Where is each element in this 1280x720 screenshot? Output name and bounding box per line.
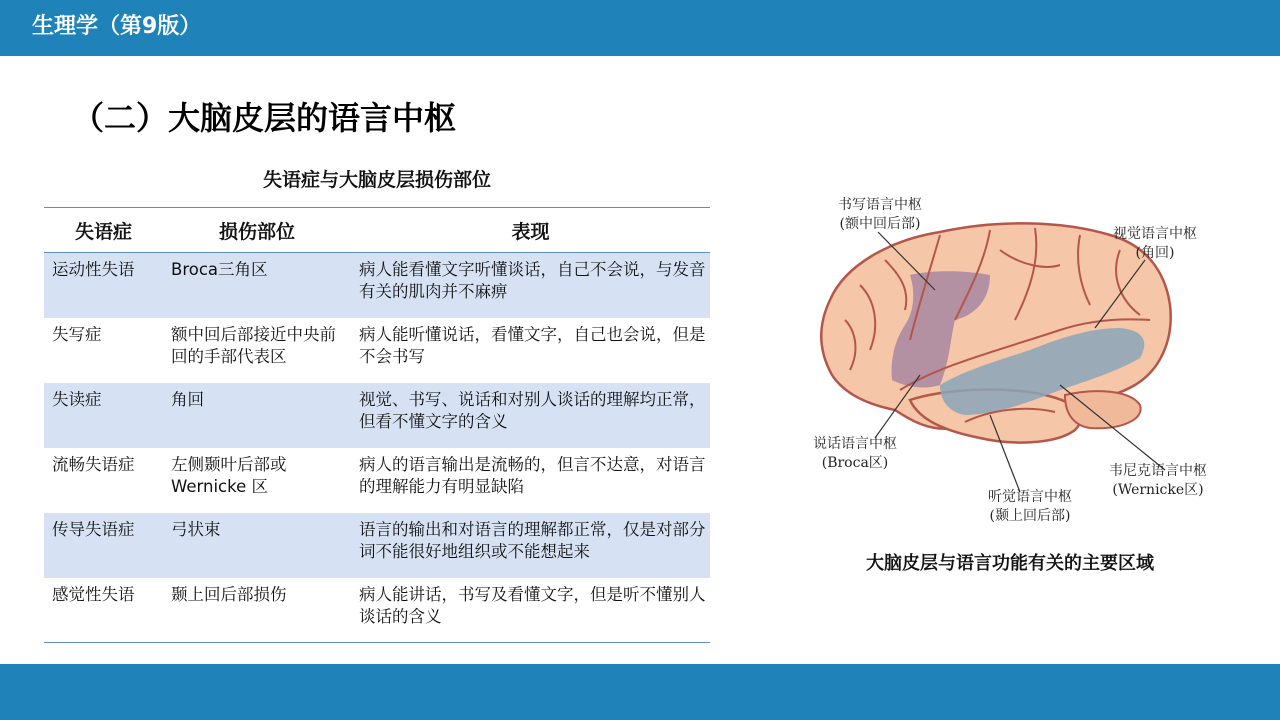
label-writing-title: 书写语言中枢 [838,197,922,213]
label-visual-title: 视觉语言中枢 [1113,226,1197,242]
table-caption: 失语症与大脑皮层损伤部位 [262,169,491,191]
label-hearing-center [965,488,1095,526]
header-site: 损伤部位 [218,220,295,243]
table-row [44,448,710,513]
cell-site: 颞上回后部损伤 [171,584,287,604]
label-writing-sub: (额中回后部) [839,216,921,232]
table-row [44,513,710,578]
cell-description: 病人能看懂文字听懂谈话，自己不会说，与发音有关的肌肉并不麻痹 [351,253,710,318]
header-description: 表现 [511,220,550,243]
cell-site: 弓状束 [163,513,351,578]
section-title: （二）大脑皮层的语言中枢 [72,99,457,137]
cell-symptom: 传导失语症 [44,513,163,578]
cell-symptom: 失写症 [52,324,102,344]
label-speech-sub: (Broca区) [821,455,889,471]
table-header-row [44,208,710,253]
label-hearing-title: 听觉语言中枢 [988,489,1072,505]
label-wernicke-sub: (Wernicke区) [1112,482,1204,498]
header-symptom: 失语症 [74,220,132,243]
book-title: 生理学（第9版） [32,14,202,39]
cell-symptom: 运动性失语 [44,253,163,318]
table-row [44,578,710,643]
bottom-banner [0,664,1280,720]
label-visual-sub: (角回) [1135,245,1175,261]
table-row [44,383,710,448]
cell-symptom: 失读症 [44,383,163,448]
label-wernicke-title: 韦尼克语言中枢 [1109,463,1207,479]
cell-site: Broca三角区 [163,253,351,318]
cell-symptom: 流畅失语症 [52,454,135,474]
label-wernicke-center [1088,462,1228,500]
label-visual-center [1090,225,1220,263]
label-hearing-sub: (颞上回后部) [989,508,1071,524]
cell-description: 语言的输出和对语言的理解都正常，仅是对部分词不能很好地组织或不能想起来 [351,513,710,578]
cell-site: 额中回后部接近中央前回的手部代表区 [171,324,336,366]
brain-language-figure [790,190,1230,540]
cell-description: 病人的语言输出是流畅的，但言不达意，对语言的理解能力有明显缺陷 [359,454,706,496]
cell-site: 角回 [163,383,351,448]
top-banner [0,0,1280,56]
label-writing-center [800,196,960,234]
cell-description: 病人能讲话，书写及看懂文字，但是听不懂别人谈话的含义 [359,584,706,626]
cell-description: 视觉、书写、说话和对别人谈话的理解均正常，但看不懂文字的含义 [351,383,710,448]
table-row [44,318,710,383]
cell-site: 左侧颞叶后部或 Wernicke 区 [171,454,287,496]
figure-caption: 大脑皮层与语言功能有关的主要区域 [866,553,1154,574]
cell-description: 病人能听懂说话，看懂文字，自己也会说，但是不会书写 [359,324,706,366]
cell-symptom: 感觉性失语 [52,584,135,604]
label-speech-center [790,435,920,473]
label-speech-title: 说话语言中枢 [813,436,897,452]
table-row [44,253,710,318]
cerebellum [1065,391,1141,428]
aphasia-table [44,207,710,643]
